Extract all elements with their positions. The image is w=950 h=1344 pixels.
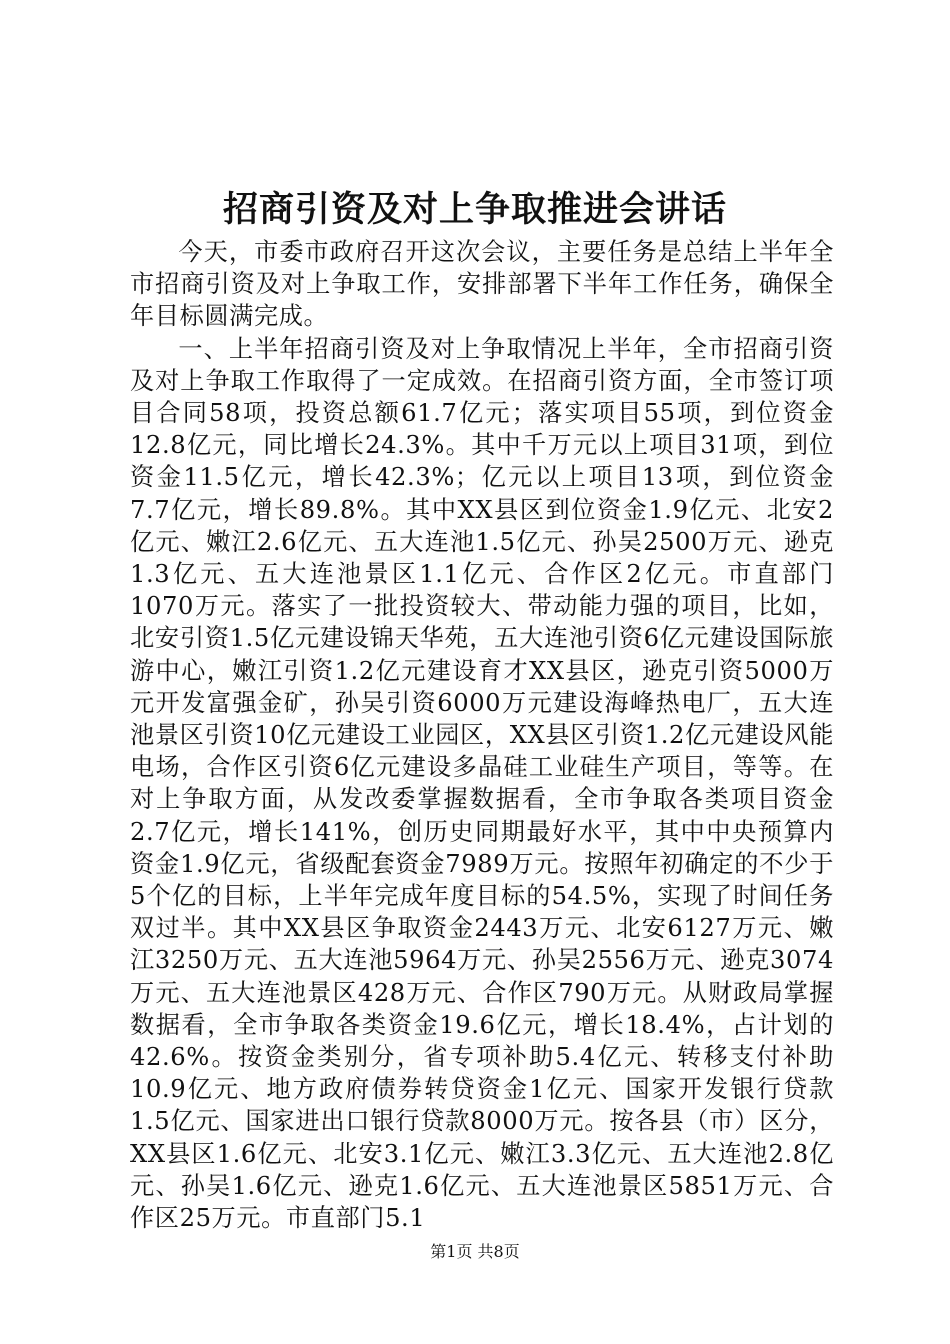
document-title: 招商引资及对上争取推进会讲话 [222, 189, 727, 230]
page-number-footer: 第1页 共8页 [430, 1242, 520, 1261]
paragraph-section-one: 一、上半年招商引资及对上争取情况上半年，全市招商引资及对上争取工作取得了一定成效。在招商引资方面，全市签订项目合同58项，投资总额61.7亿元；落实项目55项，到位资金12.8亿元，同比增长24.3%。其中千万元以上项目31项，到位资金11.5亿元，增长42.3%；亿元以上项目13项，到位资金7.7亿元，增长89.8%。其中XX县区到位资金1.9亿元、北安2亿元、嫩江2.6亿元、五大连池1.5亿元、孙吴2500万元、逊克1.3亿元、五大连池景区1.1亿元、合作区2亿元。市直部门1070万元。落实了一批投资较大、带动能力强的项目，比如，北安引资1.5亿元建设锦天华苑，五大连池引资6亿元建设国际旅游中心，嫩江引资1.2亿元建设育才XX县区，逊克引资5000万元开发富强金矿，孙吴引资6000万元建设海峰热电厂，五大连池景区引资10亿元建设工业园区，XX县区引资1.2亿元建设风能电场，合作区引资6亿元建设多晶硅工业硅生产项目，等等。在对上争取方面，从发改委掌握数据看，全市争取各类项目资金2.7亿元，增长141%，创历史同期最好水平，其中中央预算内资金1.9亿元，省级配套资金7989万元。按照年初确定的不少于5个亿的目标，上半年完成年度目标的54.5%，实现了时间任务双过半。其中XX县区争取资金2443万元、北安6127万元、嫩江3250万元、五大连池5964万元、孙吴2556万元、逊克3074万元、五大连池景区428万元、合作区790万元。从财政局掌握数据看，全市争取各类资金19.6亿元，增长18.4%，占计划的42.6%。按资金类别分，省专项补助5.4亿元、转移支付补助10.9亿元、地方政府债券转贷资金1亿元、国家开发银行贷款1.5亿元、国家进出口银行贷款8000万元。按各县（市）区分，XX县区1.6亿元、北安3.1亿元、嫩江3.3亿元、五大连池2.8亿元、孙吴1.6亿元、逊克1.6亿元、五大连池景区5851万元、合作区25万元。市直部门5.1 [130, 334, 834, 1233]
document-body [130, 236, 834, 1234]
paragraph-intro: 今天，市委市政府召开这次会议，主要任务是总结上半年全市招商引资及对上争取工作，安排部署下半年工作任务，确保全年目标圆满完成。 [130, 238, 834, 331]
